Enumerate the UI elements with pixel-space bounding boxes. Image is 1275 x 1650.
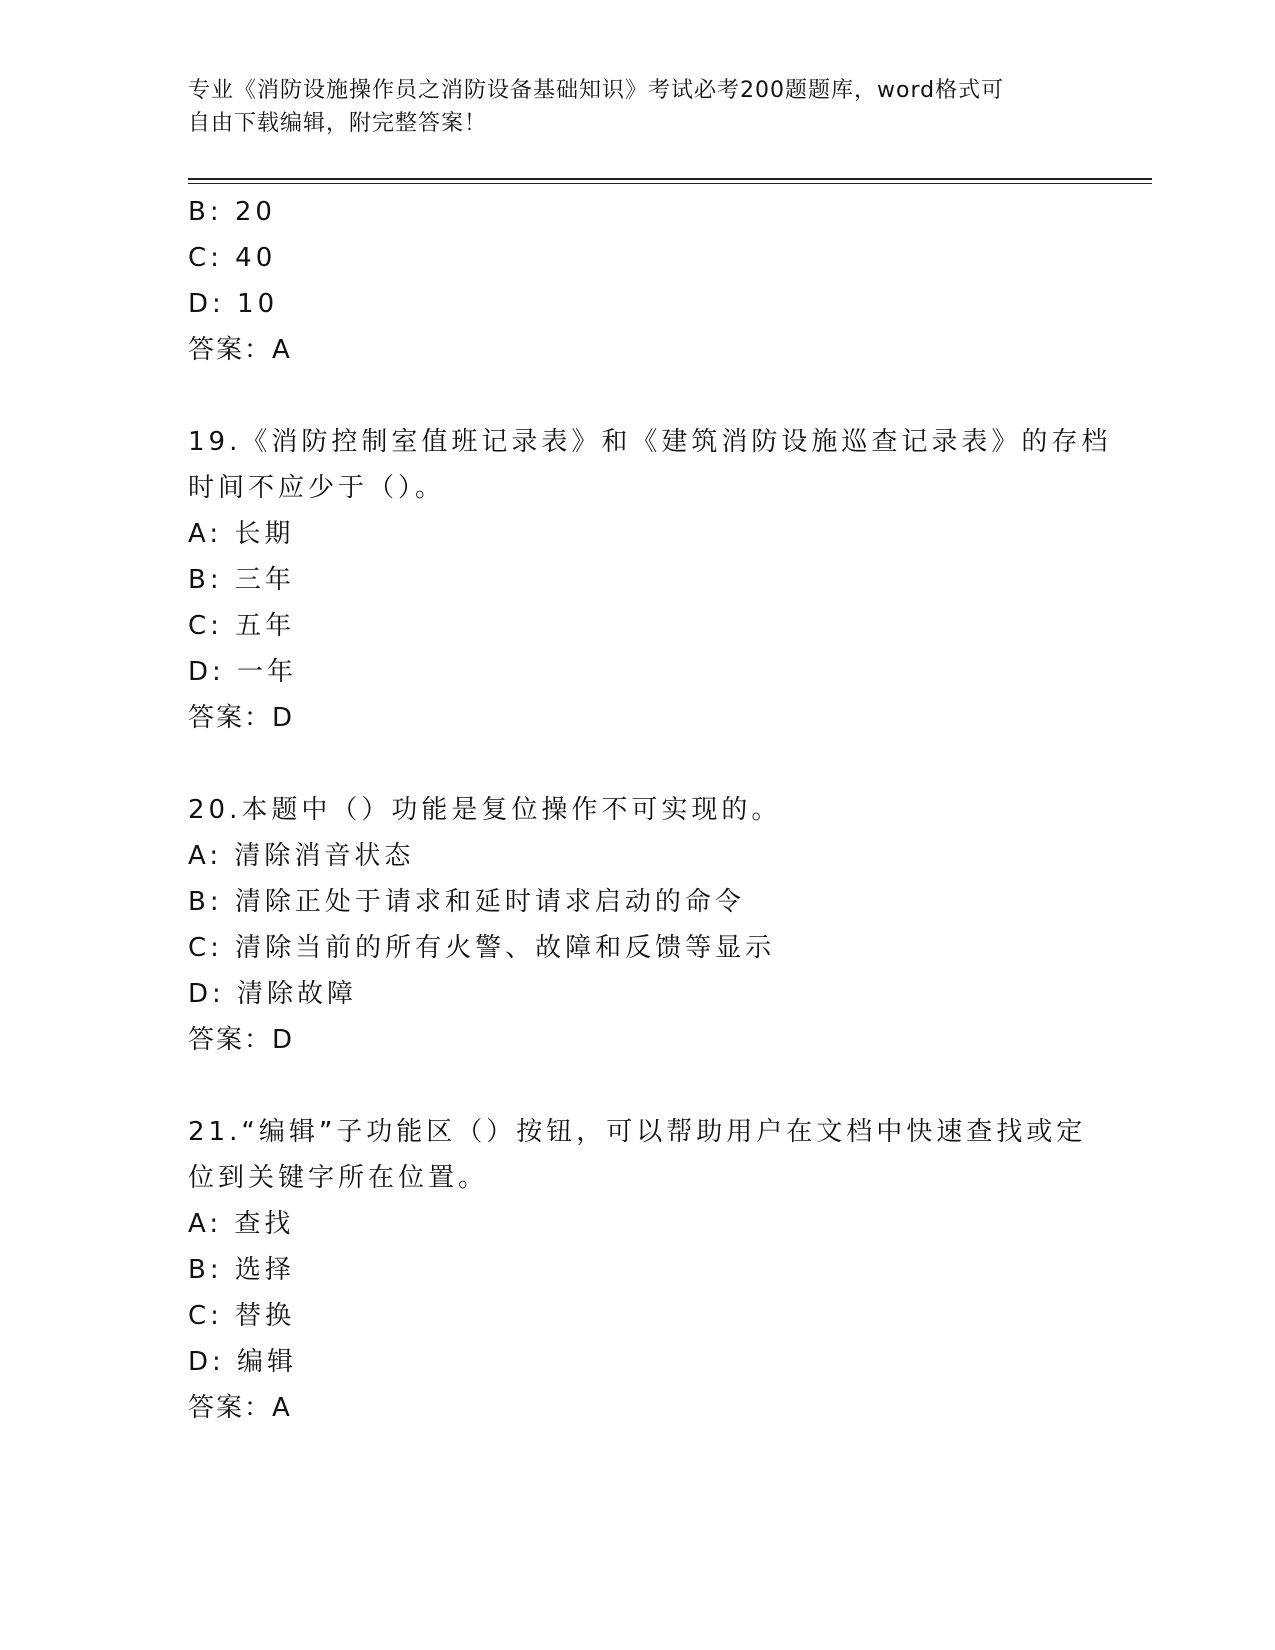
option-b: B: 20 — [188, 197, 276, 227]
option-a: A: 长期 — [188, 519, 295, 549]
option-c: C: 40 — [188, 243, 277, 273]
answer-label: 答案：A — [188, 335, 292, 365]
option-c: C: 五年 — [188, 611, 296, 641]
question-20 — [188, 787, 1088, 1063]
option-d: D: 编辑 — [188, 1347, 298, 1377]
option-b: B: 清除正处于请求和延时请求启动的命令 — [188, 887, 745, 917]
option-b: B: 三年 — [188, 565, 295, 595]
option-c: C: 替换 — [188, 1301, 296, 1331]
question-text: 20.本题中（）功能是复位操作不可实现的。 — [188, 795, 782, 825]
answer-label: 答案：D — [188, 703, 295, 733]
option-b: B: 选择 — [188, 1255, 295, 1285]
question-21 — [188, 1109, 1088, 1431]
header-line-1: 专业《消防设施操作员之消防设备基础知识》考试必考200题题库，word格式可 — [188, 78, 1005, 103]
question-text: 21.“编辑”子功能区（）按钮，可以帮助用户在文档中快速查找或定 — [188, 1117, 1087, 1147]
answer-label: 答案：A — [188, 1393, 292, 1423]
question-text: 19.《消防控制室值班记录表》和《建筑消防设施巡查记录表》的存档 — [188, 427, 1112, 457]
option-a: A: 查找 — [188, 1209, 295, 1239]
header-rule-thin — [188, 183, 1152, 184]
question-text-cont: 时间不应少于（）。 — [188, 473, 446, 503]
question-19 — [188, 419, 1112, 741]
header-rule — [188, 178, 1152, 180]
option-a: A: 清除消音状态 — [188, 841, 415, 871]
option-d: D: 10 — [188, 289, 279, 319]
document-header — [188, 74, 1088, 140]
option-c: C: 清除当前的所有火警、故障和反馈等显示 — [188, 933, 776, 963]
option-d: D: 清除故障 — [188, 979, 358, 1009]
document-body — [188, 189, 1112, 1431]
question-text-cont: 位到关键字所在位置。 — [188, 1163, 489, 1193]
option-d: D: 一年 — [188, 657, 298, 687]
question-18-tail — [188, 189, 1088, 373]
header-line-2: 自由下载编辑，附完整答案！ — [188, 111, 488, 136]
answer-label: 答案：D — [188, 1025, 295, 1055]
